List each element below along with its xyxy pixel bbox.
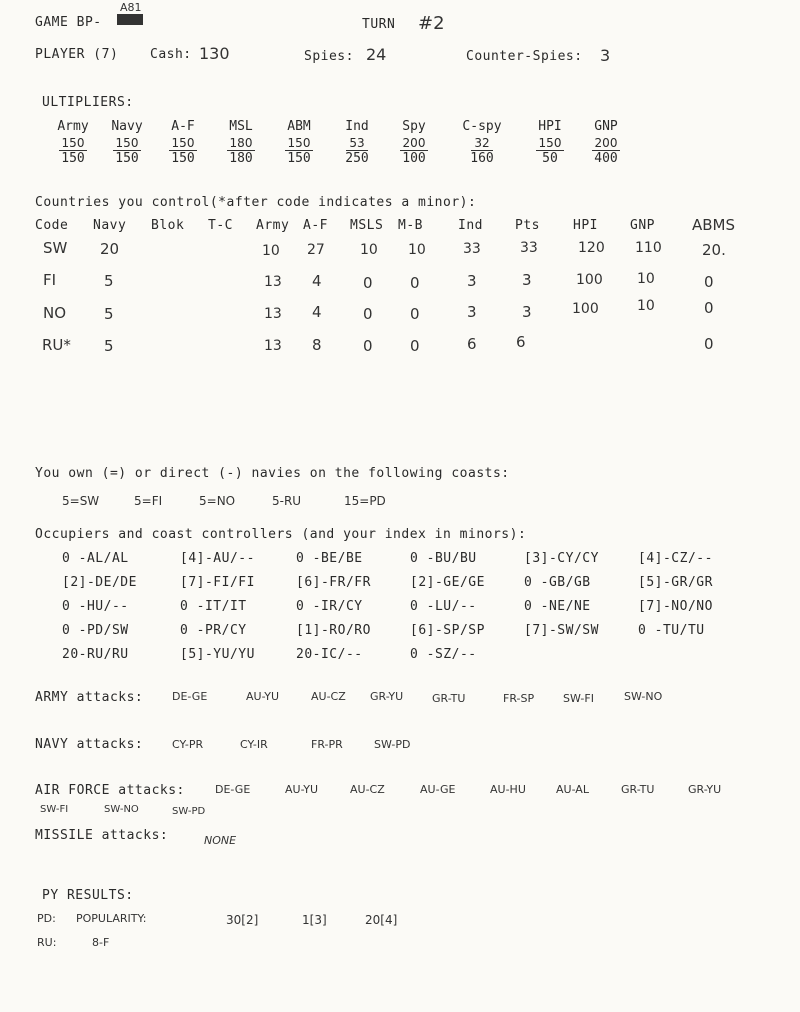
- row-msls: 0: [363, 305, 373, 323]
- row-abms: 0: [704, 335, 714, 353]
- navy-entry: 5=FI: [134, 494, 163, 508]
- occupier-entry: [4]-CZ/--: [638, 551, 713, 566]
- row-code: RU*: [42, 336, 71, 354]
- navy-entry: 15=PD: [344, 494, 386, 508]
- mult-abm-den: 150: [287, 151, 311, 166]
- occupier-entry: [7]-NO/NO: [638, 599, 713, 614]
- col-abms: ABMS: [692, 216, 736, 234]
- row-navy: 20: [100, 240, 120, 258]
- mult-af-num: 150: [169, 136, 198, 151]
- missile-attacks-label: MISSILE attacks:: [35, 828, 169, 843]
- row-navy: 5: [104, 305, 114, 323]
- row-navy: 5: [104, 337, 114, 355]
- air-attack: AU-CZ: [350, 783, 385, 796]
- mult-label-spy: Spy: [402, 119, 426, 134]
- occupier-entry: [3]-CY/CY: [524, 551, 599, 566]
- mult-msl-num: 180: [227, 136, 256, 151]
- occupier-entry: 0 -BU/BU: [410, 551, 477, 566]
- mult-gnp-den: 400: [594, 151, 618, 166]
- occupier-entry: 20-IC/--: [296, 647, 363, 662]
- occupier-entry: 0 -AL/AL: [62, 551, 129, 566]
- mult-navy-num: 150: [113, 136, 142, 151]
- spy-pd-popularity-label: POPULARITY:: [76, 912, 147, 925]
- mult-abm-num: 150: [285, 136, 314, 151]
- row-msls: 10: [360, 242, 378, 258]
- row-hpi: 100: [572, 301, 599, 317]
- mult-ind-num: 53: [346, 136, 367, 151]
- army-attack: AU-CZ: [311, 690, 346, 703]
- col-gnp: GNP: [630, 218, 655, 233]
- occupiers-title: Occupiers and coast controllers (and your index in minors):: [35, 527, 527, 542]
- mult-hpi: [527, 136, 573, 166]
- mult-label-gnp: GNP: [594, 119, 618, 134]
- col-msls: MSLS: [350, 218, 384, 233]
- air-attacks-label: AIR FORCE attacks:: [35, 783, 185, 798]
- counter-spies-label: Counter-Spies:: [466, 49, 583, 64]
- multipliers-title: ULTIPLIERS:: [42, 95, 134, 110]
- row-hpi: 100: [576, 272, 603, 288]
- row-pts: 6: [516, 333, 526, 351]
- occupier-entry: 0 -HU/--: [62, 599, 129, 614]
- mult-hpi-den: 50: [542, 151, 558, 166]
- mult-hpi-num: 150: [536, 136, 565, 151]
- row-msls: 0: [363, 337, 373, 355]
- col-hpi: HPI: [573, 218, 598, 233]
- row-mb: 0: [410, 337, 420, 355]
- col-army: Army: [256, 218, 290, 233]
- row-ind: 3: [467, 272, 477, 290]
- mult-label-abm: ABM: [287, 119, 311, 134]
- army-attack: AU-YU: [246, 690, 280, 703]
- mult-army-den: 150: [61, 151, 85, 166]
- row-army: 10: [262, 243, 280, 259]
- army-attack: DE-GE: [172, 690, 208, 703]
- row-abms: 0: [704, 273, 714, 291]
- mult-navy-den: 150: [115, 151, 139, 166]
- countries-title: Countries you control(*after code indicates a minor):: [35, 195, 477, 210]
- col-af: A-F: [303, 218, 328, 233]
- mult-ind: [334, 136, 380, 166]
- row-ind: 3: [467, 303, 477, 321]
- spy-pd-value: 1[3]: [302, 913, 327, 927]
- navies-title: You own (=) or direct (-) navies on the following coasts:: [35, 466, 510, 481]
- row-abms: 0: [704, 299, 714, 317]
- air-attack: AU-GE: [420, 783, 456, 796]
- occupier-entry: [6]-FR/FR: [296, 575, 371, 590]
- mult-spy-den: 100: [402, 151, 426, 166]
- row-msls: 0: [363, 274, 373, 292]
- navy-attack: SW-PD: [374, 738, 411, 751]
- row-pts: 33: [520, 240, 538, 256]
- occupier-entry: [7]-SW/SW: [524, 623, 599, 638]
- mult-gnp: [583, 136, 629, 166]
- col-navy: Navy: [93, 218, 127, 233]
- col-pts: Pts: [515, 218, 540, 233]
- spy-results-title: PY RESULTS:: [42, 888, 134, 903]
- air-attack: AU-YU: [285, 783, 319, 796]
- mult-ind-den: 250: [345, 151, 369, 166]
- occupier-entry: 0 -IR/CY: [296, 599, 363, 614]
- army-attack: GR-TU: [432, 692, 466, 705]
- occupier-entry: [5]-GR/GR: [638, 575, 713, 590]
- mult-cspy-num: 32: [471, 136, 492, 151]
- occupier-entry: [5]-YU/YU: [180, 647, 255, 662]
- occupier-entry: [7]-FI/FI: [180, 575, 255, 590]
- row-army: 13: [264, 338, 282, 354]
- occupier-entry: [2]-DE/DE: [62, 575, 137, 590]
- row-gnp: 10: [637, 271, 655, 287]
- row-gnp: 10: [637, 298, 655, 314]
- cash-value: 130: [199, 44, 230, 63]
- spies-label: Spies:: [304, 49, 354, 64]
- navy-attack: CY-PR: [172, 738, 204, 751]
- mult-msl-den: 180: [229, 151, 253, 166]
- air-attack: AU-HU: [490, 783, 526, 796]
- army-attacks-label: ARMY attacks:: [35, 690, 144, 705]
- occupier-entry: 0 -GB/GB: [524, 575, 591, 590]
- row-gnp: 110: [635, 240, 662, 256]
- spy-pd-value: 20[4]: [365, 913, 398, 927]
- army-attack: SW-FI: [563, 692, 594, 705]
- occupier-entry: 0 -IT/IT: [180, 599, 247, 614]
- mult-label-msl: MSL: [229, 119, 253, 134]
- counter-spies-value: 3: [600, 46, 611, 65]
- row-abms: 20.: [702, 241, 726, 259]
- spies-value: 24: [366, 45, 387, 64]
- row-mb: 10: [408, 242, 426, 258]
- row-pts: 3: [522, 303, 532, 321]
- row-pts: 3: [522, 271, 532, 289]
- occupier-entry: 0 -BE/BE: [296, 551, 363, 566]
- cash-label: Cash:: [150, 47, 192, 62]
- mult-label-cspy: C-spy: [462, 119, 502, 134]
- mult-gnp-num: 200: [592, 136, 621, 151]
- navy-entry: 5=NO: [199, 494, 236, 508]
- row-army: 13: [264, 306, 282, 322]
- row-code: SW: [43, 239, 68, 257]
- mult-af-den: 150: [171, 151, 195, 166]
- air-attack: AU-AL: [556, 783, 589, 796]
- row-code: NO: [43, 304, 67, 322]
- col-ind: Ind: [458, 218, 483, 233]
- player-label: PLAYER (7): [35, 47, 119, 62]
- mult-msl: [218, 136, 264, 166]
- army-attack: GR-YU: [370, 690, 404, 703]
- spy-ru-label: RU:: [37, 936, 57, 949]
- army-attack: FR-SP: [503, 692, 535, 705]
- navy-entry: 5-RU: [272, 494, 302, 508]
- mult-cspy: [459, 136, 505, 166]
- air-attack: GR-YU: [688, 783, 722, 796]
- occupier-entry: 0 -NE/NE: [524, 599, 591, 614]
- mult-spy: [391, 136, 437, 166]
- occupier-entry: 0 -TU/TU: [638, 623, 705, 638]
- navy-attack: CY-IR: [240, 738, 268, 751]
- row-code: FI: [43, 271, 57, 289]
- spy-pd-value: 30[2]: [226, 913, 259, 927]
- mult-army-num: 150: [59, 136, 88, 151]
- mult-label-navy: Navy: [111, 119, 143, 134]
- row-af: 27: [307, 242, 325, 258]
- spy-ru-value: 8-F: [92, 936, 110, 949]
- game-label: GAME BP-: [35, 15, 102, 30]
- row-ind: 33: [463, 241, 481, 257]
- occupier-entry: [6]-SP/SP: [410, 623, 485, 638]
- occupier-entry: [4]-AU/--: [180, 551, 255, 566]
- spy-pd-label: PD:: [37, 912, 56, 925]
- row-ind: 6: [467, 335, 477, 353]
- occupier-entry: 0 -PD/SW: [62, 623, 129, 638]
- row-af: 4: [312, 303, 322, 321]
- mult-army: [50, 136, 96, 166]
- row-mb: 0: [410, 274, 420, 292]
- air-attack: SW-FI: [40, 804, 69, 815]
- row-af: 4: [312, 272, 322, 290]
- mult-label-af: A-F: [171, 119, 195, 134]
- navy-attack: FR-PR: [311, 738, 343, 751]
- mult-abm: [276, 136, 322, 166]
- row-hpi: 120: [578, 240, 605, 256]
- mult-spy-num: 200: [400, 136, 429, 151]
- mult-af: [160, 136, 206, 166]
- col-code: Code: [35, 218, 69, 233]
- army-attack: SW-NO: [624, 690, 663, 703]
- col-mb: M-B: [398, 218, 423, 233]
- col-tc: T-C: [208, 218, 233, 233]
- game-id: A81: [120, 1, 142, 14]
- mult-label-ind: Ind: [345, 119, 369, 134]
- redaction-mark: [117, 14, 143, 25]
- mult-label-army: Army: [57, 119, 89, 134]
- missile-attack: NONE: [204, 834, 237, 847]
- turn-value: #2: [418, 13, 445, 34]
- navy-entry: 5=SW: [62, 494, 100, 508]
- turn-label: TURN: [362, 17, 396, 32]
- row-navy: 5: [104, 272, 114, 290]
- mult-navy: [104, 136, 150, 166]
- occupier-entry: 0 -LU/--: [410, 599, 477, 614]
- row-af: 8: [312, 336, 322, 354]
- air-attack: DE-GE: [215, 783, 251, 796]
- air-attack: SW-PD: [172, 806, 206, 817]
- row-army: 13: [264, 274, 282, 290]
- occupier-entry: 0 -SZ/--: [410, 647, 477, 662]
- mult-label-hpi: HPI: [538, 119, 562, 134]
- col-blok: Blok: [151, 218, 185, 233]
- air-attack: SW-NO: [104, 804, 139, 815]
- air-attack: GR-TU: [621, 783, 655, 796]
- occupier-entry: [2]-GE/GE: [410, 575, 485, 590]
- mult-cspy-den: 160: [470, 151, 494, 166]
- row-mb: 0: [410, 305, 420, 323]
- navy-attacks-label: NAVY attacks:: [35, 737, 144, 752]
- occupier-entry: 20-RU/RU: [62, 647, 129, 662]
- occupier-entry: 0 -PR/CY: [180, 623, 247, 638]
- occupier-entry: [1]-RO/RO: [296, 623, 371, 638]
